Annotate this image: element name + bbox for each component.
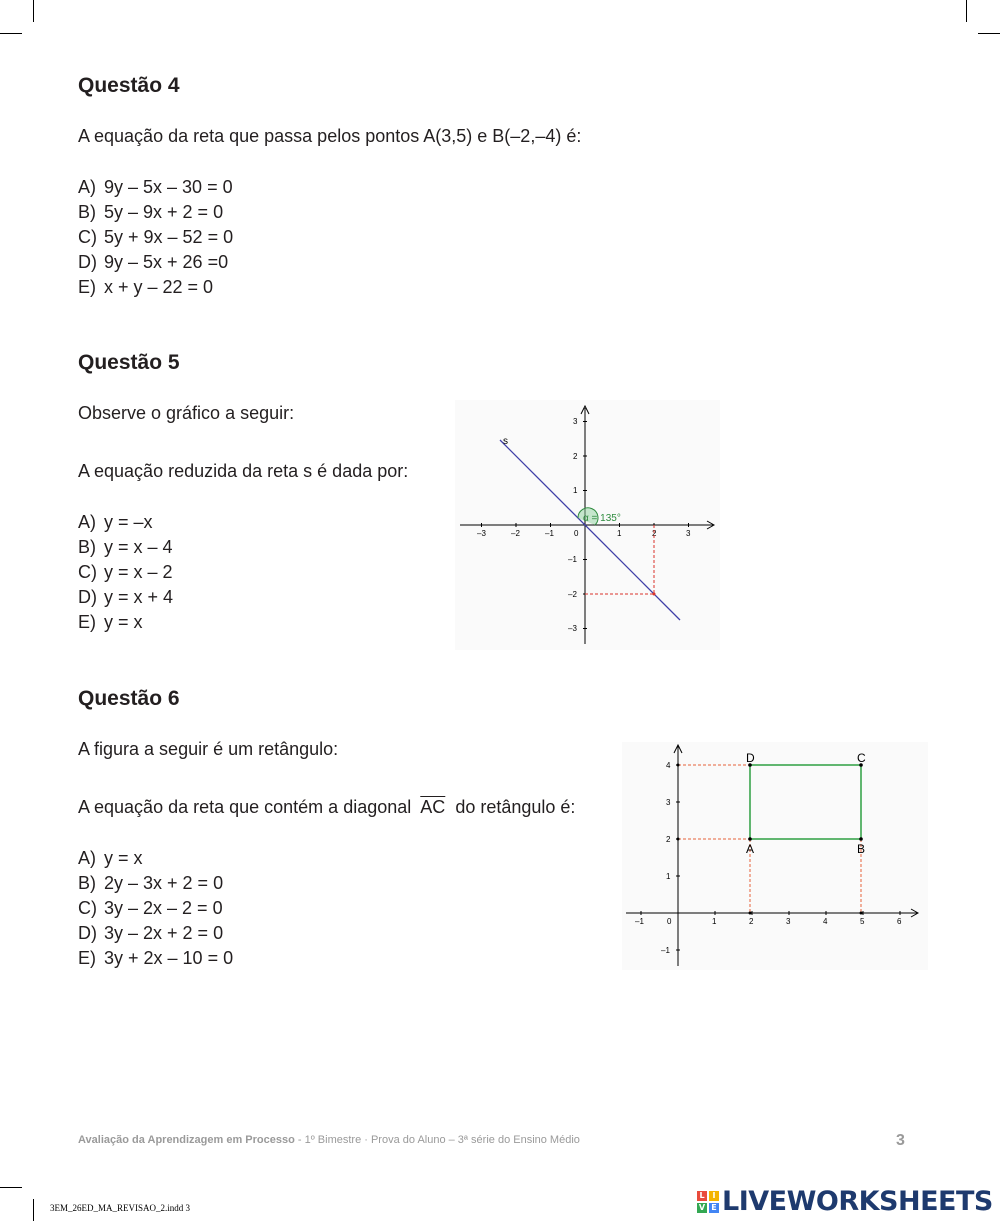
tick-label: 1 (617, 529, 622, 538)
crop-mark (0, 1187, 22, 1188)
logo-cell: V (698, 1202, 706, 1212)
option-c[interactable]: C) y = x – 2 (78, 562, 173, 582)
tick-label: –3 (477, 529, 486, 538)
liveworksheets-logo (697, 1186, 993, 1217)
print-slug: 3EM_26ED_MA_REVISAO_2.indd 3 (50, 1203, 191, 1213)
tick-label: 2 (573, 452, 578, 461)
option-d[interactable]: D) y = x + 4 (78, 587, 174, 607)
tick-label: –2 (511, 529, 520, 538)
line-s-graph (455, 400, 720, 650)
option-d[interactable]: D) 3y – 2x + 2 = 0 (78, 923, 224, 943)
question-5-statement: A equação reduzida da reta s é dada por: (78, 461, 409, 481)
question-6-intro: A figura a seguir é um retângulo: (78, 739, 339, 759)
tick-label: –1 (635, 917, 644, 926)
tick-label: 3 (686, 529, 691, 538)
label-b: B (857, 842, 866, 856)
question-4-options (78, 175, 233, 300)
tick-label: –3 (568, 624, 577, 633)
option-e[interactable]: E) y = x (78, 612, 143, 632)
rectangle-graph (622, 742, 928, 970)
question-5-options (78, 510, 173, 635)
tick-label: 0 (667, 917, 672, 926)
point-b (859, 837, 863, 841)
statement-part: A equação da reta que contém a diagonal (78, 797, 412, 817)
tick-label: 3 (666, 798, 671, 807)
footer-subtitle: - 1º Bimestre · Prova do Aluno – 3ª série do Ensino Médio (294, 1134, 580, 1146)
option-c[interactable]: C) 3y – 2x – 2 = 0 (78, 898, 223, 918)
line-s-label: s (503, 436, 508, 447)
tick-label: 3 (786, 917, 791, 926)
point-x2 (749, 912, 752, 915)
tick-label: –1 (661, 946, 670, 955)
point-y2 (677, 838, 680, 841)
tick-label: 1 (573, 486, 578, 495)
logo-cell: E (709, 1203, 719, 1213)
footer-text (78, 1134, 580, 1146)
tick-label: 4 (823, 917, 828, 926)
tick-label: 2 (652, 529, 657, 538)
point-x5 (860, 912, 863, 915)
logo-cell: I (709, 1191, 719, 1201)
angle-label: α = 135° (583, 513, 621, 524)
option-d[interactable]: D) 9y – 5x + 26 =0 (78, 252, 229, 272)
tick-label: –2 (568, 590, 577, 599)
question-6-title: Questão 6 (78, 687, 180, 710)
point-a (748, 837, 752, 841)
point-y4 (677, 764, 680, 767)
question-6-options (78, 846, 233, 971)
point-2-minus2 (653, 593, 656, 596)
page-number: 3 (896, 1132, 905, 1149)
option-a[interactable]: A) y = x (78, 848, 143, 868)
tick-label: 4 (666, 761, 671, 770)
tick-label: –1 (545, 529, 554, 538)
label-c: C (857, 751, 866, 765)
option-b[interactable]: B) 5y – 9x + 2 = 0 (78, 202, 224, 222)
option-e[interactable]: E) x + y – 22 = 0 (78, 277, 214, 297)
tick-label: –1 (568, 555, 577, 564)
question-6-statement (78, 797, 575, 818)
graph-background (622, 742, 928, 970)
footer-title: Avaliação da Aprendizagem em Processo (78, 1134, 295, 1146)
question-5-intro: Observe o gráfico a seguir: (78, 403, 295, 423)
question-4-title: Questão 4 (78, 74, 180, 97)
question-4-statement: A equação da reta que passa pelos pontos A(3,5) e B(–2,–4) é: (78, 126, 582, 146)
tick-label: 2 (666, 835, 671, 844)
tick-label: 1 (666, 872, 671, 881)
tick-label: 6 (897, 917, 902, 926)
option-b[interactable]: B) 2y – 3x + 2 = 0 (78, 873, 224, 893)
crop-mark (966, 0, 967, 22)
option-e[interactable]: E) 3y + 2x – 10 = 0 (78, 948, 234, 968)
tick-label: 0 (574, 529, 579, 538)
option-c[interactable]: C) 5y + 9x – 52 = 0 (78, 227, 234, 247)
option-b[interactable]: B) y = x – 4 (78, 537, 173, 557)
label-a: A (746, 842, 755, 856)
tick-label: 1 (712, 917, 717, 926)
logo-text: LIVEWORKSHEETS (722, 1186, 993, 1217)
tick-label: 2 (749, 917, 754, 926)
statement-part: do retângulo é: (455, 797, 576, 817)
crop-mark (978, 33, 1000, 34)
logo-grid-icon (697, 1191, 719, 1213)
crop-mark (33, 1199, 34, 1221)
option-a[interactable]: A) y = –x (78, 512, 153, 532)
tick-label: 5 (860, 917, 865, 926)
tick-label: 3 (573, 417, 578, 426)
segment-ac: $\overline{AC}$ (420, 797, 446, 817)
logo-cell: L (697, 1191, 707, 1201)
label-d: D (746, 751, 755, 765)
crop-mark (0, 33, 22, 34)
question-5-title: Questão 5 (78, 351, 180, 374)
crop-mark (33, 0, 34, 22)
option-a[interactable]: A) 9y – 5x – 30 = 0 (78, 177, 233, 197)
